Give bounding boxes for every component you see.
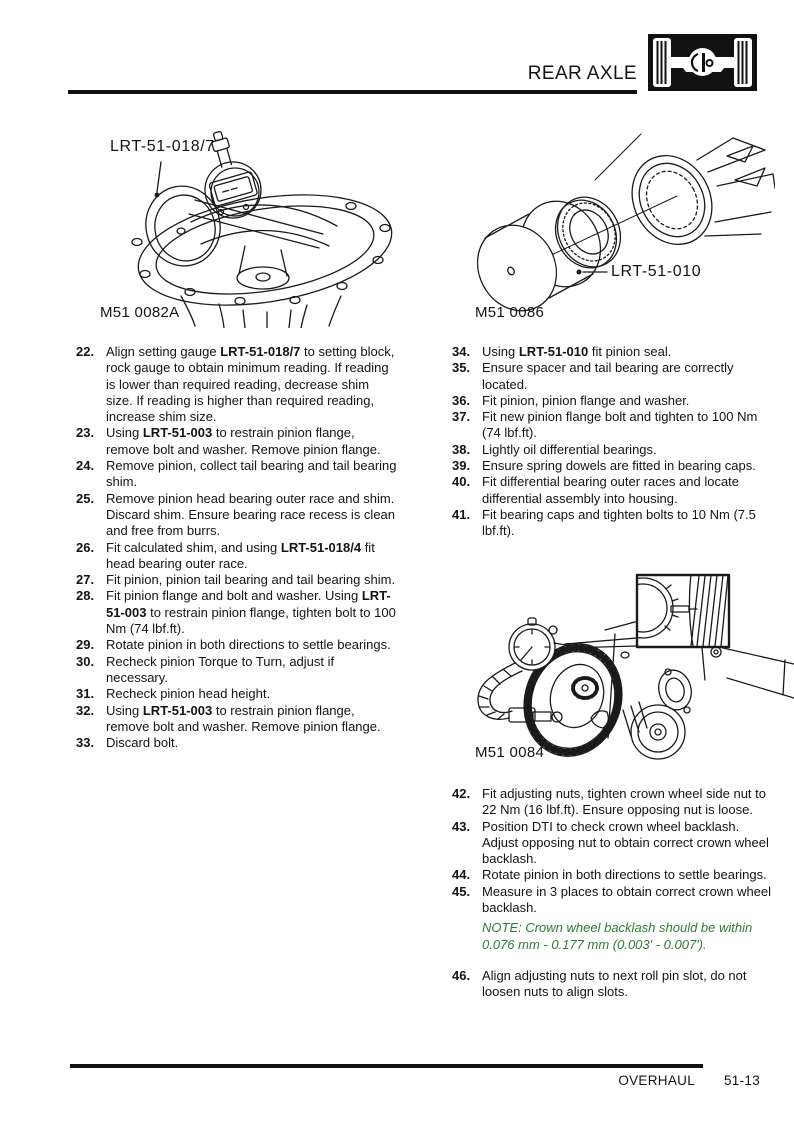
procedure-step xyxy=(76,540,398,573)
step-46 xyxy=(452,968,774,1001)
procedure-step xyxy=(76,572,398,588)
steps-column-right-upper xyxy=(452,344,774,540)
step-number: 34. xyxy=(452,344,471,359)
step-text: Rotate pinion in both directions to settle bearings. xyxy=(106,637,391,653)
step-text: Fit pinion flange and bolt and washer. Using LRT-51-003 to restrain pinion flange, tighten bolt to 100 Nm (74 lbf.ft). xyxy=(106,588,396,637)
step-number: 46. xyxy=(452,967,471,983)
procedure-step xyxy=(76,654,398,687)
footer-rule xyxy=(70,1064,703,1068)
step-number: 39. xyxy=(452,458,471,474)
procedure-step xyxy=(452,819,774,868)
procedure-step xyxy=(452,442,774,458)
step-text: Fit differential bearing outer races and locate differential assembly into housing. xyxy=(482,474,740,506)
step-text: Measure in 3 places to obtain correct crown wheel backlash. xyxy=(482,883,772,916)
step-text: Ensure spring dowels are fitted in bearing caps. xyxy=(482,458,756,474)
procedure-step xyxy=(452,409,774,442)
procedure-step xyxy=(76,344,398,425)
leader-dot xyxy=(577,270,582,275)
step-text: Fit bearing caps and tighten bolts to 10 Nm (7.5 lbf.ft). xyxy=(482,506,756,539)
leader-dot xyxy=(155,193,160,198)
step-text: Fit pinion, pinion tail bearing and tail bearing shim. xyxy=(106,572,396,588)
step-text: Using LRT-51-010 fit pinion seal. xyxy=(482,344,672,359)
step-number: 37. xyxy=(452,409,471,425)
procedure-step xyxy=(452,474,774,507)
step-number: 36. xyxy=(452,392,471,408)
step-number: 31. xyxy=(76,686,95,702)
step-text: Position DTI to check crown wheel backlash. Adjust opposing nut to obtain correct crown wheel backlash. xyxy=(482,818,769,867)
figure-caption: M51 0084 xyxy=(475,744,545,761)
step-text: Using LRT-51-003 to restrain pinion flange, remove bolt and washer. Remove pinion flange. xyxy=(106,425,381,457)
step-number: 22. xyxy=(76,344,95,359)
step-number: 28. xyxy=(76,588,95,604)
figure-caption: M51 0086 xyxy=(475,304,545,321)
procedure-step xyxy=(452,360,774,393)
step-number: 27. xyxy=(76,572,95,588)
procedure-step xyxy=(76,637,398,653)
page-title: REAR AXLE xyxy=(527,63,637,84)
step-text: Remove pinion, collect tail bearing and tail bearing shim. xyxy=(106,458,397,490)
procedure-step xyxy=(452,867,774,883)
step-number: 25. xyxy=(76,490,95,506)
step-number: 24. xyxy=(76,458,95,474)
figure-caption: M51 0082A xyxy=(100,304,180,321)
step-text: Using LRT-51-003 to restrain pinion flange, remove bolt and washer. Remove pinion flange. xyxy=(106,702,381,734)
step-text: Recheck pinion Torque to Turn, adjust if necessary. xyxy=(106,653,335,685)
step-text: Discard bolt. xyxy=(106,735,179,751)
step-text: Fit adjusting nuts, tighten crown wheel side nut to 22 Nm (16 lbf.ft). Ensure opposing nut is loose. xyxy=(482,786,766,818)
figure-backlash-check xyxy=(465,560,794,765)
seal-tool-drawing xyxy=(465,128,775,328)
step-text: Align setting gauge LRT-51-018/7 to setting block, rock gauge to obtain minimum reading. If reading is lower than required reading, decrease shim size. If reading is higher than required reading, increase shim size. xyxy=(106,344,395,425)
step-text: Recheck pinion head height. xyxy=(106,686,271,702)
footer-page-number: 51-13 xyxy=(723,1073,760,1088)
step-number: 32. xyxy=(76,702,95,718)
step-text: Fit pinion, pinion flange and washer. xyxy=(482,392,690,408)
procedure-step xyxy=(76,703,398,736)
steps-column-right-lower xyxy=(452,786,774,1001)
procedure-step xyxy=(452,344,774,360)
backlash-check-drawing xyxy=(465,560,794,765)
procedure-step xyxy=(76,491,398,540)
procedure-step xyxy=(76,425,398,458)
steps-42-45 xyxy=(452,786,774,916)
procedure-step xyxy=(452,968,774,1001)
step-number: 35. xyxy=(452,360,471,376)
step-number: 26. xyxy=(76,539,95,555)
step-number: 45. xyxy=(452,883,471,899)
step-number: 42. xyxy=(452,786,471,801)
step-number: 44. xyxy=(452,867,471,883)
step-text: Lightly oil differential bearings. xyxy=(482,441,657,457)
procedure-step xyxy=(452,393,774,409)
step-number: 30. xyxy=(76,653,95,669)
header-rule xyxy=(68,90,637,94)
step-text: Fit calculated shim, and using LRT-51-018/4 fit head bearing outer race. xyxy=(106,539,375,571)
tool-label-lrt-51-010: LRT-51-010 xyxy=(611,263,702,280)
steps-column-left xyxy=(76,344,398,751)
procedure-step xyxy=(452,884,774,917)
procedure-step xyxy=(76,686,398,702)
step-number: 33. xyxy=(76,735,95,751)
step-number: 38. xyxy=(452,441,471,457)
step-text: Fit new pinion flange bolt and tighten to 100 Nm (74 lbf.ft). xyxy=(482,409,758,441)
step-number: 43. xyxy=(452,818,471,834)
footer-section: OVERHAUL xyxy=(618,1073,695,1088)
step-number: 23. xyxy=(76,425,95,441)
procedure-step xyxy=(76,588,398,637)
procedure-step xyxy=(452,458,774,474)
step-number: 29. xyxy=(76,637,95,653)
step-text: Remove pinion head bearing outer race and shim. Discard shim. Ensure bearing race recess is clean and free from burrs. xyxy=(106,490,396,539)
note: NOTE: Crown wheel backlash should be within 0.076 mm - 0.177 mm (0.003' - 0.007'). xyxy=(482,920,753,952)
rear-axle-icon xyxy=(648,34,757,91)
step-number: 40. xyxy=(452,474,471,490)
step-text: Rotate pinion in both directions to settle bearings. xyxy=(482,867,767,883)
procedure-step xyxy=(452,507,774,540)
step-text: Align adjusting nuts to next roll pin slot, do not loosen nuts to align slots. xyxy=(482,967,747,1000)
setting-gauge-drawing xyxy=(95,128,395,328)
procedure-step xyxy=(76,735,398,751)
procedure-step xyxy=(452,786,774,819)
step-number: 41. xyxy=(452,506,471,522)
tool-label-lrt-51-018-7: LRT-51-018/7 xyxy=(110,138,215,155)
procedure-step xyxy=(76,458,398,491)
figure-seal-tool xyxy=(465,128,775,328)
figure-setting-gauge xyxy=(95,128,395,328)
step-text: Ensure spacer and tail bearing are correctly located. xyxy=(482,360,734,392)
